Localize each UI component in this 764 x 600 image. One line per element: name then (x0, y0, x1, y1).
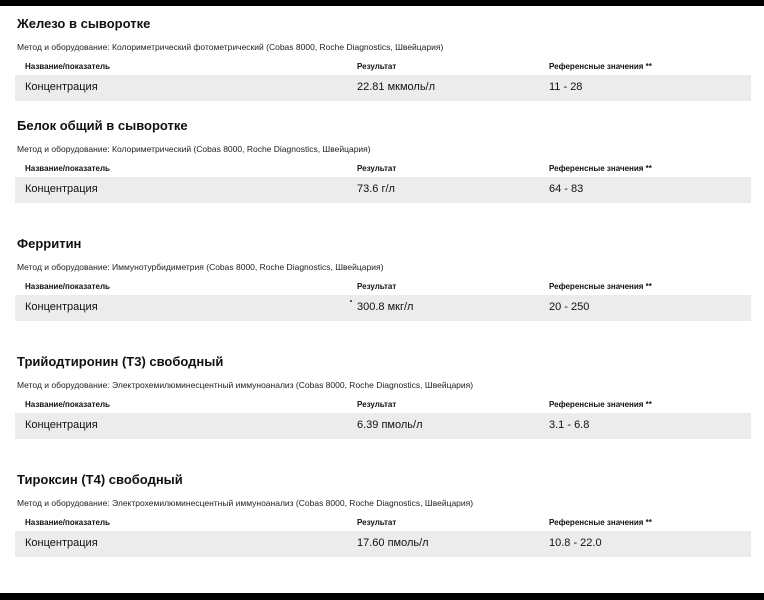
row-result: 22.81 мкмоль/л (357, 81, 436, 93)
test-title: Белок общий в сыворотке (17, 118, 188, 133)
row-name: Концентрация (25, 183, 98, 195)
row-result: 73.6 г/л (357, 183, 395, 195)
scan-speck (350, 300, 352, 302)
row-reference: 64 - 83 (549, 183, 584, 195)
test-title: Ферритин (17, 236, 82, 251)
test-title: Тироксин (Т4) свободный (17, 472, 183, 487)
column-header-reference: Референсные значения ** (549, 164, 652, 173)
table-row (15, 531, 751, 557)
column-header-result: Результат (357, 164, 397, 173)
column-header-reference: Референсные значения ** (549, 400, 652, 409)
column-header-result: Результат (357, 282, 397, 291)
row-name: Концентрация (25, 301, 98, 313)
column-header-name: Название/показатель (25, 400, 110, 409)
column-header-name: Название/показатель (25, 62, 110, 71)
test-method: Метод и оборудование: Колориметрический (Cobas 8000, Roche Diagnostics, Швейцария) (17, 144, 371, 154)
test-method: Метод и оборудование: Электрохемилюминесцентный иммуноанализ (Cobas 8000, Roche Diagnostics, Швейцария) (17, 380, 474, 390)
table-row (15, 75, 751, 101)
row-reference: 10.8 - 22.0 (549, 537, 602, 549)
row-reference: 20 - 250 (549, 301, 590, 313)
column-header-name: Название/показатель (25, 282, 110, 291)
row-name: Концентрация (25, 419, 98, 431)
row-name: Концентрация (25, 537, 98, 549)
row-name: Концентрация (25, 81, 98, 93)
row-result: 6.39 пмоль/л (357, 419, 423, 431)
column-header-reference: Референсные значения ** (549, 282, 652, 291)
column-header-reference: Референсные значения ** (549, 518, 652, 527)
table-row (15, 177, 751, 203)
test-method: Метод и оборудование: Электрохемилюминесцентный иммуноанализ (Cobas 8000, Roche Diagnostics, Швейцария) (17, 498, 474, 508)
row-result: 300.8 мкг/л (357, 301, 414, 313)
row-result: 17.60 пмоль/л (357, 537, 429, 549)
test-title: Железо в сыворотке (17, 16, 151, 31)
column-header-result: Результат (357, 518, 397, 527)
table-row (15, 295, 751, 321)
table-row (15, 413, 751, 439)
test-method: Метод и оборудование: Колориметрический фотометрический (Cobas 8000, Roche Diagnostics, Швейцария) (17, 42, 444, 52)
column-header-name: Название/показатель (25, 164, 110, 173)
test-method: Метод и оборудование: Иммунотурбидиметрия (Cobas 8000, Roche Diagnostics, Швейцария) (17, 262, 384, 272)
row-reference: 11 - 28 (549, 81, 583, 93)
column-header-reference: Референсные значения ** (549, 62, 652, 71)
column-header-result: Результат (357, 400, 397, 409)
column-header-result: Результат (357, 62, 397, 71)
column-header-name: Название/показатель (25, 518, 110, 527)
row-reference: 3.1 - 6.8 (549, 419, 590, 431)
test-title: Трийодтиронин (Т3) свободный (17, 354, 224, 369)
lab-results-page (0, 6, 764, 593)
